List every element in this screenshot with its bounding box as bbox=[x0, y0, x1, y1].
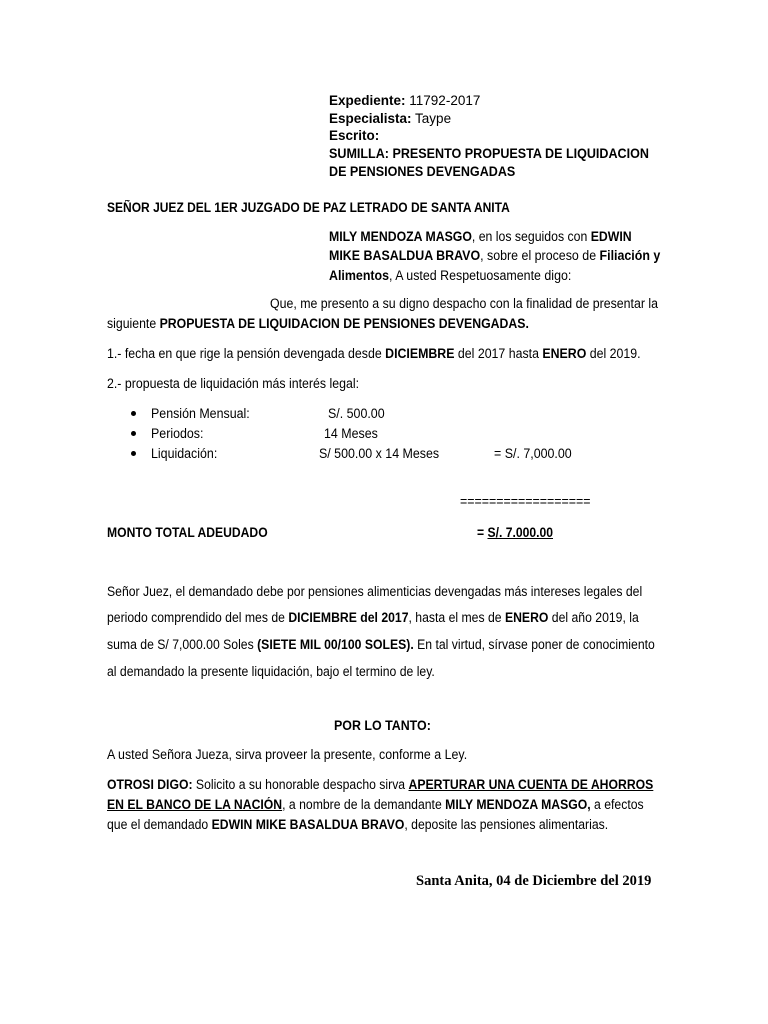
point-1-end-month: ENERO bbox=[542, 346, 587, 361]
point-1-text: del 2017 hasta bbox=[454, 346, 543, 361]
item-label: Periodos: bbox=[151, 426, 204, 441]
point-1-start-month: DICIEMBRE bbox=[385, 346, 455, 361]
intro-line-3 bbox=[329, 266, 571, 285]
escrito-label: Escrito: bbox=[329, 128, 380, 143]
bullet-icon bbox=[131, 451, 136, 456]
intro-text: , sobre el proceso de bbox=[480, 248, 600, 263]
presentation-text: siguiente bbox=[107, 316, 160, 331]
process-name-part1: Filiación y bbox=[599, 248, 661, 263]
otrosi-line-3 bbox=[107, 815, 608, 834]
total-label: MONTO TOTAL ADEUDADO bbox=[107, 525, 268, 540]
sumilla-line-1: SUMILLA: PRESENTO PROPUESTA DE LIQUIDACION bbox=[329, 146, 649, 161]
item-value: 14 Meses bbox=[324, 426, 378, 441]
intro-text: , A usted Respetuosamente digo: bbox=[389, 268, 572, 283]
demandante-name: MILY MENDOZA MASGO, bbox=[445, 797, 591, 812]
body-start-period: DICIEMBRE del 2017 bbox=[288, 610, 409, 625]
presentation-line-2 bbox=[107, 314, 529, 333]
request-line: A usted Señora Jueza, sirva proveer la presente, conforme a Ley. bbox=[107, 747, 468, 762]
por-lo-tanto-heading: POR LO TANTO: bbox=[334, 718, 431, 733]
proposal-title: PROPUESTA DE LIQUIDACION DE PENSIONES DEVENGADAS. bbox=[159, 316, 529, 331]
item-label: Pensión Mensual: bbox=[151, 406, 250, 421]
bullet-icon bbox=[131, 411, 136, 416]
account-request-part2: EN EL BANCO DE LA NACIÓN bbox=[107, 797, 283, 812]
demandante-name: MILY MENDOZA MASGO bbox=[329, 229, 472, 244]
total-amount-line bbox=[477, 523, 553, 542]
total-equals: = bbox=[477, 525, 488, 540]
intro-text: , en los seguidos con bbox=[471, 229, 591, 244]
otrosi-label: OTROSI DIGO: bbox=[107, 777, 193, 792]
body-line-2 bbox=[107, 608, 639, 627]
otrosi-text: que el demandado bbox=[107, 817, 212, 832]
sumilla-line-2: DE PENSIONES DEVENGADAS bbox=[329, 164, 516, 179]
process-name-part2: Alimentos bbox=[329, 268, 390, 283]
total-amount: S/. 7.000.00 bbox=[487, 525, 554, 540]
especialista-value: Taype bbox=[411, 111, 452, 126]
signoff-date: Santa Anita, 04 de Diciembre del 2019 bbox=[416, 873, 652, 889]
otrosi-line-1 bbox=[107, 775, 653, 794]
body-end-month: ENERO bbox=[504, 610, 549, 625]
otrosi-text: , deposite las pensiones alimentarias. bbox=[404, 817, 609, 832]
body-text: , hasta el mes de bbox=[408, 610, 505, 625]
point-2: 2.- propuesta de liquidación más interés legal: bbox=[107, 376, 360, 391]
item-label: Liquidación: bbox=[151, 446, 218, 461]
account-request-part1: APERTURAR UNA CUENTA DE AHORROS bbox=[408, 777, 654, 792]
point-1-text: 1.- fecha en que rige la pensión devengada desde bbox=[107, 346, 386, 361]
body-line-4: al demandado la presente liquidación, bajo el termino de ley. bbox=[107, 664, 435, 679]
item-result: = S/. 7,000.00 bbox=[494, 446, 572, 461]
intro-line-1 bbox=[329, 227, 632, 246]
body-text: En tal virtud, sírvase poner de conocimiento bbox=[413, 637, 655, 652]
body-line-1: Señor Juez, el demandado debe por pensiones alimenticias devengadas más intereses legales del bbox=[107, 584, 643, 599]
otrosi-text: a efectos bbox=[590, 797, 644, 812]
item-value: S/ 500.00 x 14 Meses bbox=[319, 446, 440, 461]
presentation-line-1: Que, me presento a su digno despacho con la finalidad de presentar la bbox=[270, 296, 658, 311]
especialista-label: Especialista: bbox=[329, 111, 412, 126]
body-text: periodo comprendido del mes de bbox=[107, 610, 289, 625]
intro-line-2 bbox=[329, 246, 660, 265]
expediente-value: 11792-2017 bbox=[405, 93, 481, 108]
otrosi-line-2 bbox=[107, 795, 644, 814]
demandado-name-part1: EDWIN bbox=[590, 229, 632, 244]
otrosi-text: , a nombre de la demandante bbox=[282, 797, 446, 812]
demandado-name-part2: MIKE BASALDUA BRAVO bbox=[329, 248, 481, 263]
body-text: suma de S/ 7,000.00 Soles bbox=[107, 637, 258, 652]
point-1 bbox=[107, 344, 641, 363]
item-value: S/. 500.00 bbox=[328, 406, 385, 421]
addressee: SEÑOR JUEZ DEL 1ER JUZGADO DE PAZ LETRADO DE SANTA ANITA bbox=[107, 200, 510, 215]
body-line-3 bbox=[107, 635, 655, 654]
point-1-text: del 2019. bbox=[586, 346, 641, 361]
separator: ================== bbox=[460, 494, 591, 509]
demandado-name: EDWIN MIKE BASALDUA BRAVO bbox=[211, 817, 405, 832]
expediente-line bbox=[329, 91, 480, 110]
expediente-label: Expediente: bbox=[329, 93, 406, 108]
body-text: del año 2019, la bbox=[548, 610, 639, 625]
otrosi-text: Solicito a su honorable despacho sirva bbox=[192, 777, 409, 792]
amount-in-words: (SIETE MIL 00/100 SOLES). bbox=[257, 637, 414, 652]
bullet-icon bbox=[131, 431, 136, 436]
